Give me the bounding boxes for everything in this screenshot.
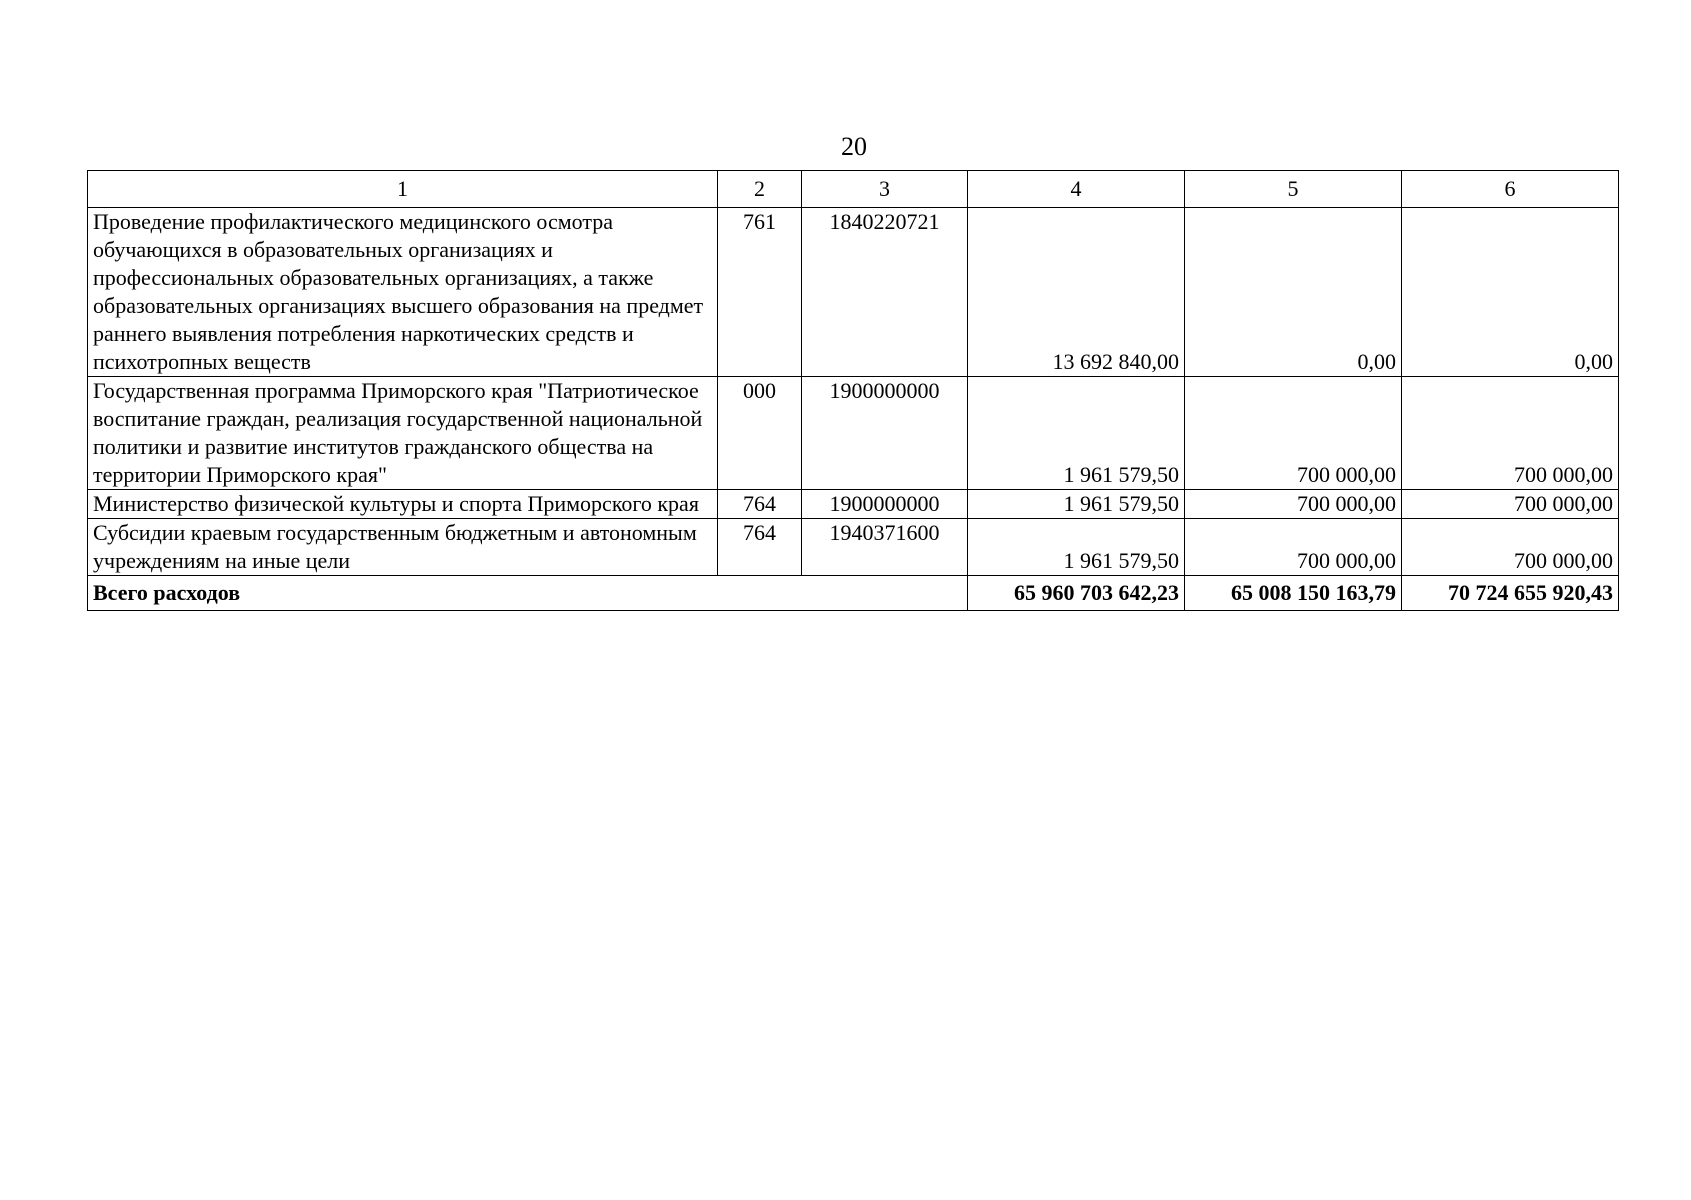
row-name: Проведение профилактического медицинского осмотра обучающихся в образовательных организациях и профессиональных образовательных организациях, а также образовательных организациях высшего образования на предмет раннего выявления потребления наркотических средств и психотропных веществ <box>88 208 718 377</box>
row-name: Государственная программа Приморского края "Патриотическое воспитание граждан, реализация государственной национальной политики и развитие институтов гражданского общества на территории Приморского края" <box>88 377 718 490</box>
row-value-4: 1 961 579,50 <box>968 377 1185 490</box>
table-row <box>88 519 1619 576</box>
row-value-5: 700 000,00 <box>1185 377 1402 490</box>
column-header: 5 <box>1185 171 1402 208</box>
table-row <box>88 377 1619 490</box>
row-value-4: 13 692 840,00 <box>968 208 1185 377</box>
row-value-5: 0,00 <box>1185 208 1402 377</box>
table-row <box>88 208 1619 377</box>
row-target-code: 1900000000 <box>802 377 968 490</box>
row-value-5: 700 000,00 <box>1185 519 1402 576</box>
row-value-6: 700 000,00 <box>1402 490 1619 519</box>
row-value-4: 1 961 579,50 <box>968 490 1185 519</box>
total-label: Всего расходов <box>88 576 968 611</box>
row-target-code: 1840220721 <box>802 208 968 377</box>
row-name: Министерство физической культуры и спорта Приморского края <box>88 490 718 519</box>
column-header: 3 <box>802 171 968 208</box>
row-value-5: 700 000,00 <box>1185 490 1402 519</box>
total-value-6: 70 724 655 920,43 <box>1402 576 1619 611</box>
row-ministry-code: 000 <box>718 377 802 490</box>
column-header: 1 <box>88 171 718 208</box>
total-row <box>88 576 1619 611</box>
row-value-6: 0,00 <box>1402 208 1619 377</box>
total-value-4: 65 960 703 642,23 <box>968 576 1185 611</box>
row-target-code: 1940371600 <box>802 519 968 576</box>
row-name: Субсидии краевым государственным бюджетным и автономным учреждениям на иные цели <box>88 519 718 576</box>
page-number: 20 <box>841 132 867 161</box>
column-header: 6 <box>1402 171 1619 208</box>
row-ministry-code: 764 <box>718 519 802 576</box>
row-value-4: 1 961 579,50 <box>968 519 1185 576</box>
row-value-6: 700 000,00 <box>1402 377 1619 490</box>
table-row <box>88 490 1619 519</box>
row-ministry-code: 761 <box>718 208 802 377</box>
column-header: 4 <box>968 171 1185 208</box>
row-target-code: 1900000000 <box>802 490 968 519</box>
row-ministry-code: 764 <box>718 490 802 519</box>
column-header: 2 <box>718 171 802 208</box>
budget-table <box>87 170 1619 611</box>
table-header-row <box>88 171 1619 208</box>
total-value-5: 65 008 150 163,79 <box>1185 576 1402 611</box>
row-value-6: 700 000,00 <box>1402 519 1619 576</box>
